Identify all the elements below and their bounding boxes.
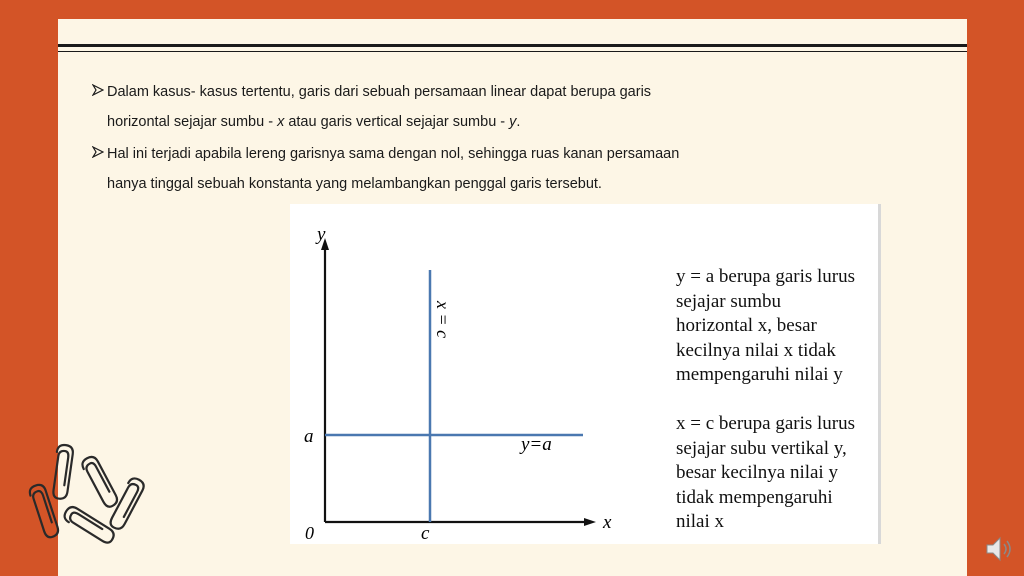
bullet-2-line-1	[92, 145, 679, 162]
explanation-line: nilai x	[676, 511, 725, 532]
bullet-italic-x: x	[277, 114, 285, 130]
vertical-line-label: x = c	[433, 301, 453, 339]
explanation-x-equals-c	[676, 412, 876, 535]
explanation-line: tidak mempengaruhi	[676, 486, 833, 508]
bullet-text: horizontal sejajar sumbu -	[107, 114, 278, 130]
tick-a-label: a	[304, 426, 314, 447]
explanation-line: y = a berupa garis lurus	[676, 266, 856, 287]
explanation-y-equals-a	[676, 265, 876, 388]
bullet-text: hanya tinggal sebuah konstanta yang melambangkan penggal garis tersebut.	[107, 176, 602, 192]
explanation-line: kecilnya nilai x tidak	[676, 339, 836, 361]
y-axis-label: y	[317, 224, 326, 245]
explanation-line: mempengaruhi nilai y	[676, 364, 843, 385]
tick-c-label: c	[421, 523, 430, 544]
x-axis-arrow-icon	[584, 518, 596, 526]
header-rule-thin	[58, 51, 967, 52]
bullet-2-line-2	[107, 176, 602, 192]
bullet-text: .	[516, 114, 521, 130]
explanation-line: sejajar sumbu	[676, 290, 782, 312]
paperclips-icon	[20, 440, 160, 560]
explanation-line: sejajar subu vertikal y,	[676, 437, 847, 459]
bullet-italic-y: y	[509, 114, 517, 130]
diagram-shadow	[878, 204, 881, 544]
explanation-line: besar kecilnya nilai y	[676, 462, 838, 483]
speaker-icon[interactable]	[982, 532, 1016, 566]
horizontal-line-label: y=a	[521, 434, 552, 455]
bullet-text: atau garis vertical sejajar sumbu -	[284, 114, 510, 130]
origin-label: 0	[305, 523, 314, 543]
header-rule-thick	[58, 44, 967, 47]
bullet-text: Dalam kasus- kasus tertentu, garis dari sebuah persamaan linear dapat berupa garis	[107, 84, 652, 100]
bullet-text: Hal ini terjadi apabila lereng garisnya sama dengan nol, sehingga ruas kanan persamaan	[107, 146, 680, 162]
explanation-line: horizontal x, besar	[676, 315, 817, 336]
arrow-bullet-icon	[92, 83, 107, 99]
diagram-figure	[290, 204, 878, 544]
arrow-bullet-icon	[92, 145, 107, 161]
bullet-1-line-1	[92, 83, 651, 100]
explanation-line: x = c berupa garis lurus	[676, 413, 856, 434]
x-axis-label: x	[603, 512, 612, 533]
bullet-1-line-2	[107, 114, 520, 130]
